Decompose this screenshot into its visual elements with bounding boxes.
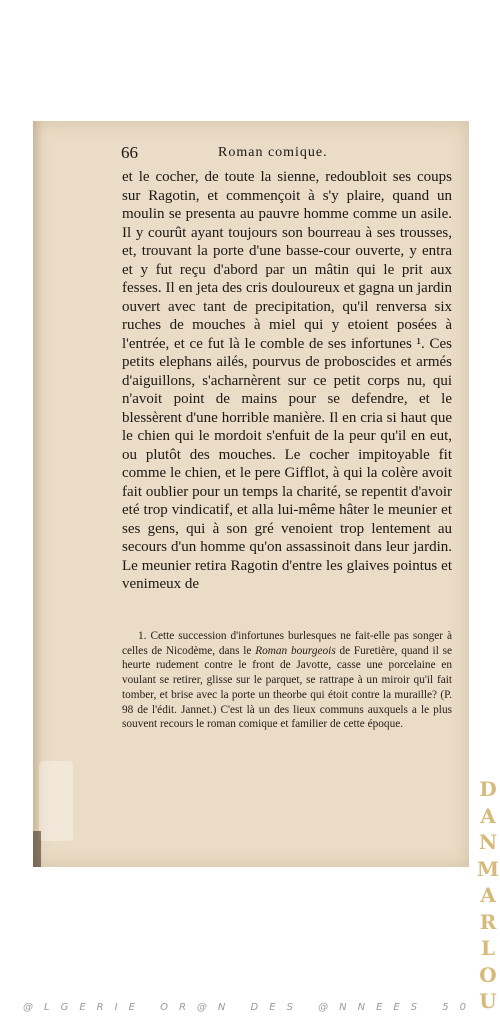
footnote-marker: 1. — [138, 630, 147, 642]
page-tear — [33, 831, 41, 867]
footnote-text-after: de Furetière, quand il se heurte rudement contre le front de Javotte, casse une porcelaine en voulant se retirer, glisse sur le parquet, se rattrape à un miroir qu'il fait tomber, et brise avec la porte un theorbe qui étoit contre la muraille? (P. 98 de l'édit. Jannet.) C'est là un des lieux communs auxquels a le plus souvent recours le roman comique et familier de cette époque. — [122, 644, 452, 731]
watermark: DANMARLOU — [476, 777, 500, 1013]
scanned-page — [33, 121, 469, 867]
footnote — [122, 629, 452, 732]
footnote-text-before: Cette succession d'infortunes burlesques ne fait-elle pas songer à celles de Nicodème, dans le — [122, 630, 452, 657]
page-number: 66 — [121, 143, 138, 162]
footer-strip: @LGERIE OR@N DES @NNEES 50 — [23, 1002, 477, 1013]
footnote-italic-title: Roman bourgeois — [255, 644, 336, 657]
page-edge-shadow — [33, 121, 43, 867]
running-title: Roman comique. — [218, 145, 328, 160]
body-text: et le cocher, de toute la sienne, redoubloit ses coups sur Ragotin, et commençoit à s'y plaire, quand un moulin se presenta au pauvre homme comme un asile. Il y courût ayant toujours son bourreau à ses trousses, et, trouvant la porte d'une basse-cour ouverte, y entra et y fut reçu d'abord par un mâtin qui le prit aux fesses. Il en jeta des cris douloureux et gagna un jardin ouvert avec tant de precipitation, qu'il renversa six ruches de mouches à miel qui y etoient posées à l'entrée, et ce fut là le comble de ses infortunes ¹. Ces petits elephans ailés, pourvus de proboscides et armés d'aiguillons, s'acharnèrent sur ce petit corps nu, qui n'avoit point de mains pour se defendre, et le blessèrent d'une horrible manière. Il en cria si haut que le chien qui le mordoit s'enfuit de la peur qu'il en eut, ou plutôt des mouches. Le cocher impitoyable fit comme le chien, et le pere Gifflot, à qui la colère avoit fait oublier pour un temps la charité, se repentit d'avoir eté trop vindicatif, et alla lui-même hâter le meunier et ses gens, qui à son gré venoient trop lentement au secours d'un homme qu'on assassinoit dans leur jardin. Le meunier retira Ragotin d'entre les glaives pointus et venimeux de — [122, 169, 452, 592]
page-stain — [39, 761, 73, 841]
